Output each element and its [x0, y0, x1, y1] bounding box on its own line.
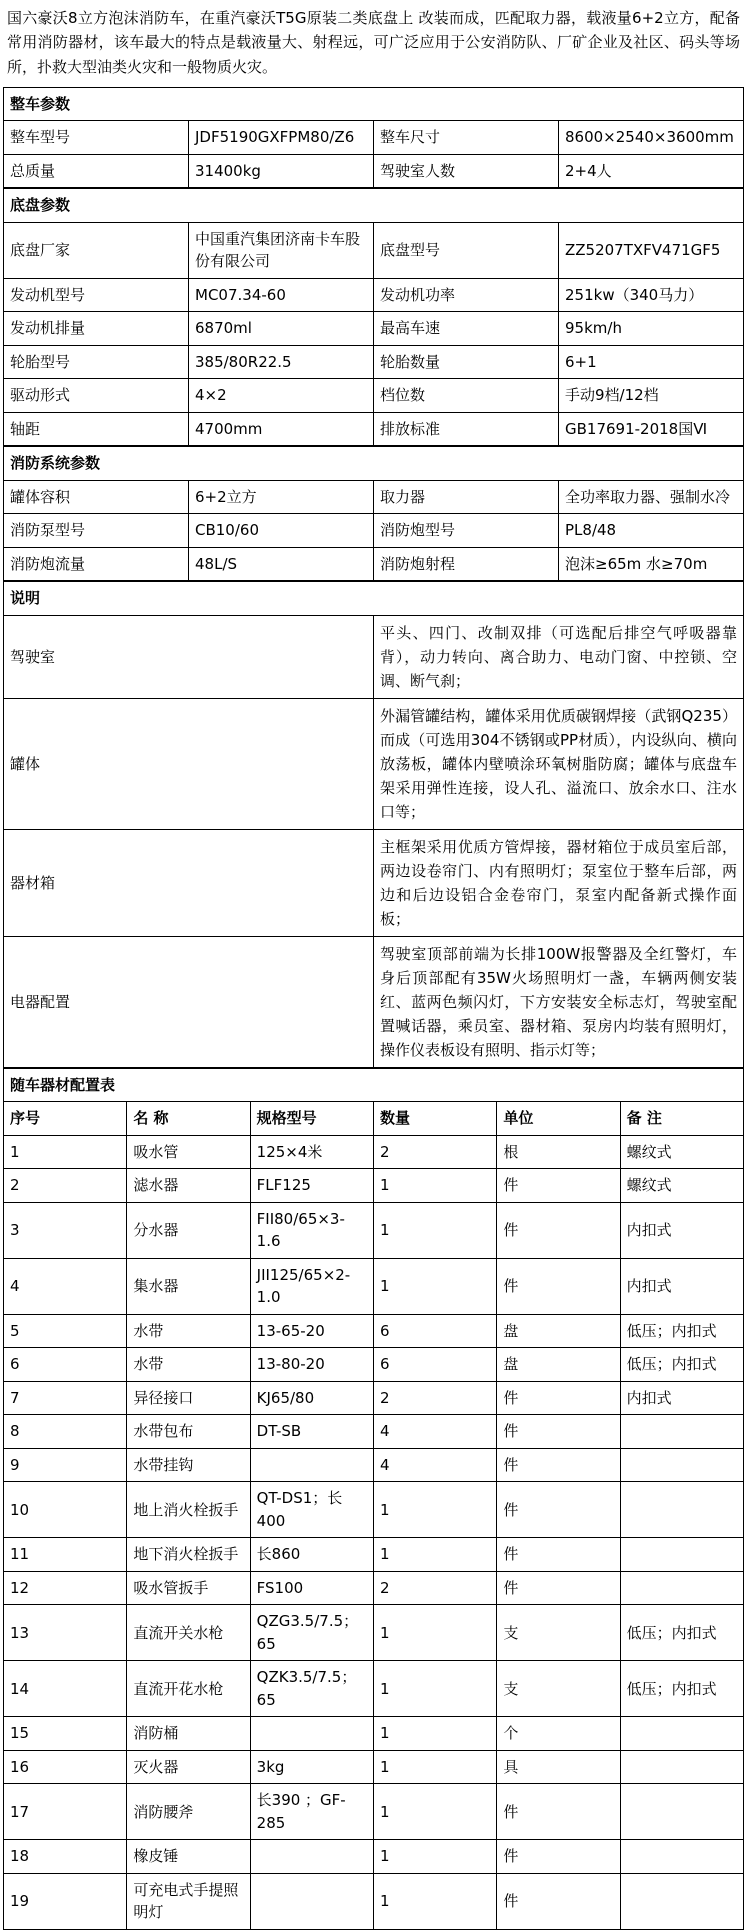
cell-seq: 13	[4, 1605, 127, 1661]
cab-description-value: 平头、四门、改制双排（可选配后排空气呼吸器靠背），动力转向、离合助力、电动门窗、中控锁、空调、断气刹；	[374, 615, 744, 698]
cell-seq: 12	[4, 1571, 127, 1605]
cell-name: 水带	[127, 1348, 250, 1382]
max-speed-value: 95km/h	[559, 312, 744, 346]
cell-quantity: 1	[373, 1661, 496, 1717]
cell-remark: 内扣式	[620, 1381, 743, 1415]
table-row	[4, 121, 744, 155]
table-row	[4, 1538, 744, 1572]
chassis-model-label: 底盘型号	[374, 222, 559, 278]
cell-name: 滤水器	[127, 1169, 250, 1203]
cell-model	[250, 1448, 373, 1482]
cell-seq: 3	[4, 1202, 127, 1258]
cell-remark	[620, 1717, 743, 1751]
cell-name: 水带	[127, 1314, 250, 1348]
cell-seq: 14	[4, 1661, 127, 1717]
table-row	[4, 278, 744, 312]
cell-model: 125×4米	[250, 1135, 373, 1169]
intro-paragraph: 国六豪沃8立方泡沫消防车，在重汽豪沃T5G原装二类底盘上 改装而成，匹配取力器，载液量6+2立方，配备常用消防器材，该车最大的特点是载液量大、射程远，可广泛应用于公安消防队、厂矿企业及社区、码头等场所，扑救大型油类火灾和一般物质火灾。	[7, 9, 740, 76]
cell-model	[250, 1873, 373, 1929]
table-row	[4, 412, 744, 446]
table-row	[4, 1717, 744, 1751]
cell-quantity: 6	[373, 1348, 496, 1382]
cell-remark: 低压；内扣式	[620, 1314, 743, 1348]
cell-unit: 根	[497, 1135, 620, 1169]
table-row	[4, 1348, 744, 1382]
cell-remark	[620, 1448, 743, 1482]
table-row	[4, 1381, 744, 1415]
tire-count-value: 6+1	[559, 345, 744, 379]
cell-remark	[620, 1873, 743, 1929]
fire-system-parameters-table	[3, 446, 744, 581]
cell-remark	[620, 1571, 743, 1605]
cell-seq: 8	[4, 1415, 127, 1449]
engine-model-value: MC07.34-60	[189, 278, 374, 312]
section-header-description	[4, 582, 744, 616]
tank-description-label: 罐体	[4, 698, 374, 829]
table-row	[4, 1415, 744, 1449]
cell-name: 直流开花水枪	[127, 1661, 250, 1717]
section-header-chassis	[4, 189, 744, 223]
vehicle-model-label: 整车型号	[4, 121, 189, 155]
chassis-maker-value: 中国重汽集团济南卡车股份有限公司	[189, 222, 374, 278]
cell-unit: 支	[497, 1605, 620, 1661]
cell-seq: 17	[4, 1784, 127, 1840]
cell-remark: 低压；内扣式	[620, 1661, 743, 1717]
drive-type-value: 4×2	[189, 379, 374, 413]
cell-model: FII80/65×3-1.6	[250, 1202, 373, 1258]
cell-unit: 件	[497, 1381, 620, 1415]
chassis-maker-label: 底盘厂家	[4, 222, 189, 278]
cell-name: 吸水管扳手	[127, 1571, 250, 1605]
tire-model-value: 385/80R22.5	[189, 345, 374, 379]
section-header-vehicle	[4, 87, 744, 121]
table-row	[4, 1784, 744, 1840]
electrical-description-value: 驾驶室顶部前端为长排100W报警器及全红警灯，车身后顶部配有35W火场照明灯一盏，车辆两侧安装红、蓝两色频闪灯，下方安装安全标志灯，驾驶室配置喊话器，乘员室、器材箱、泵房内均装有照明灯，操作仪表板设有照明、指示灯等；	[374, 936, 744, 1067]
cell-unit: 件	[497, 1169, 620, 1203]
cab-description-label: 驾驶室	[4, 615, 374, 698]
column-header-unit: 单位	[497, 1102, 620, 1136]
cell-remark	[620, 1482, 743, 1538]
drive-type-label: 驱动形式	[4, 379, 189, 413]
chassis-model-value: ZZ5207TXFV471GF5	[559, 222, 744, 278]
cell-model: 长860	[250, 1538, 373, 1572]
cell-name: 集水器	[127, 1258, 250, 1314]
cell-quantity: 1	[373, 1750, 496, 1784]
column-header-model: 规格型号	[250, 1102, 373, 1136]
table-row	[4, 829, 744, 936]
cell-unit: 件	[497, 1784, 620, 1840]
cell-remark: 内扣式	[620, 1202, 743, 1258]
cell-model: 长390 ；GF-285	[250, 1784, 373, 1840]
table-row	[4, 1202, 744, 1258]
gross-mass-label: 总质量	[4, 154, 189, 188]
cell-unit: 个	[497, 1717, 620, 1751]
section-header-equipment	[4, 1068, 744, 1102]
cell-seq: 6	[4, 1348, 127, 1382]
tank-volume-value: 6+2立方	[189, 480, 374, 514]
column-header-remark: 备 注	[620, 1102, 743, 1136]
tire-count-label: 轮胎数量	[374, 345, 559, 379]
cell-quantity: 1	[373, 1482, 496, 1538]
cell-seq: 18	[4, 1840, 127, 1874]
max-speed-label: 最高车速	[374, 312, 559, 346]
cell-model: 13-65-20	[250, 1314, 373, 1348]
cell-unit: 件	[497, 1538, 620, 1572]
cell-quantity: 1	[373, 1538, 496, 1572]
cell-remark: 内扣式	[620, 1258, 743, 1314]
vehicle-size-label: 整车尺寸	[374, 121, 559, 155]
pump-model-label: 消防泵型号	[4, 514, 189, 548]
cell-unit: 件	[497, 1571, 620, 1605]
cell-seq: 19	[4, 1873, 127, 1929]
cell-name: 水带包布	[127, 1415, 250, 1449]
cell-remark	[620, 1415, 743, 1449]
cell-model	[250, 1840, 373, 1874]
gear-count-value: 手动9档/12档	[559, 379, 744, 413]
table-row	[4, 547, 744, 581]
monitor-model-label: 消防炮型号	[374, 514, 559, 548]
table-row	[4, 222, 744, 278]
table-row	[4, 1169, 744, 1203]
cell-seq: 16	[4, 1750, 127, 1784]
cell-remark	[620, 1840, 743, 1874]
engine-power-value: 251kw（340马力）	[559, 278, 744, 312]
cell-unit: 件	[497, 1448, 620, 1482]
table-row	[4, 1135, 744, 1169]
cell-unit: 件	[497, 1482, 620, 1538]
table-row	[4, 345, 744, 379]
cell-seq: 7	[4, 1381, 127, 1415]
engine-displacement-value: 6870ml	[189, 312, 374, 346]
gross-mass-value: 31400kg	[189, 154, 374, 188]
cell-remark	[620, 1538, 743, 1572]
cell-unit: 盘	[497, 1348, 620, 1382]
gear-count-label: 档位数	[374, 379, 559, 413]
cell-seq: 4	[4, 1258, 127, 1314]
table-row	[4, 154, 744, 188]
monitor-flow-label: 消防炮流量	[4, 547, 189, 581]
cell-model: QT-DS1；长400	[250, 1482, 373, 1538]
cell-remark	[620, 1750, 743, 1784]
cell-seq: 15	[4, 1717, 127, 1751]
table-row	[4, 1873, 744, 1929]
cell-name: 消防桶	[127, 1717, 250, 1751]
cell-unit: 件	[497, 1202, 620, 1258]
cell-seq: 9	[4, 1448, 127, 1482]
cell-model: 13-80-20	[250, 1348, 373, 1382]
cell-quantity: 1	[373, 1840, 496, 1874]
cell-quantity: 4	[373, 1448, 496, 1482]
section-header-fire-system	[4, 447, 744, 481]
pto-value: 全功率取力器、强制水冷	[559, 480, 744, 514]
table-row	[4, 1605, 744, 1661]
chassis-parameters-table	[3, 188, 744, 446]
cell-name: 灭火器	[127, 1750, 250, 1784]
cell-quantity: 1	[373, 1784, 496, 1840]
cell-model: KJ65/80	[250, 1381, 373, 1415]
table-row	[4, 1258, 744, 1314]
monitor-flow-value: 48L/S	[189, 547, 374, 581]
vehicle-size-value: 8600×2540×3600mm	[559, 121, 744, 155]
cell-seq: 1	[4, 1135, 127, 1169]
table-row	[4, 698, 744, 829]
monitor-range-value: 泡沫≥65m 水≥70m	[559, 547, 744, 581]
vehicle-parameters-table	[3, 87, 744, 189]
cell-seq: 11	[4, 1538, 127, 1572]
cell-name: 可充电式手提照明灯	[127, 1873, 250, 1929]
cell-unit: 件	[497, 1415, 620, 1449]
table-row	[4, 379, 744, 413]
table-row	[4, 1840, 744, 1874]
column-header-name: 名 称	[127, 1102, 250, 1136]
cell-remark	[620, 1784, 743, 1840]
cell-unit: 盘	[497, 1314, 620, 1348]
description-table	[3, 581, 744, 1068]
equipment-list-table	[3, 1068, 744, 1930]
wheelbase-label: 轴距	[4, 412, 189, 446]
cell-quantity: 2	[373, 1571, 496, 1605]
cell-remark: 螺纹式	[620, 1169, 743, 1203]
cell-name: 异径接口	[127, 1381, 250, 1415]
cell-name: 橡皮锤	[127, 1840, 250, 1874]
engine-model-label: 发动机型号	[4, 278, 189, 312]
tire-model-label: 轮胎型号	[4, 345, 189, 379]
cell-seq: 10	[4, 1482, 127, 1538]
column-header-quantity: 数量	[373, 1102, 496, 1136]
cell-model: FLF125	[250, 1169, 373, 1203]
cell-model: QZK3.5/7.5；65	[250, 1661, 373, 1717]
section-title-description: 说明	[4, 582, 744, 616]
cell-name: 地下消火栓扳手	[127, 1538, 250, 1572]
table-row	[4, 1661, 744, 1717]
cell-model: JII125/65×2-1.0	[250, 1258, 373, 1314]
cell-quantity: 2	[373, 1135, 496, 1169]
section-title-vehicle: 整车参数	[4, 87, 744, 121]
cab-seats-label: 驾驶室人数	[374, 154, 559, 188]
cell-name: 地上消火栓扳手	[127, 1482, 250, 1538]
wheelbase-value: 4700mm	[189, 412, 374, 446]
cell-model: QZG3.5/7.5；65	[250, 1605, 373, 1661]
cell-model: FS100	[250, 1571, 373, 1605]
table-row	[4, 1571, 744, 1605]
table-row	[4, 480, 744, 514]
monitor-model-value: PL8/48	[559, 514, 744, 548]
cell-quantity: 2	[373, 1381, 496, 1415]
table-row	[4, 312, 744, 346]
cell-quantity: 4	[373, 1415, 496, 1449]
cell-quantity: 1	[373, 1202, 496, 1258]
emission-standard-label: 排放标准	[374, 412, 559, 446]
engine-displacement-label: 发动机排量	[4, 312, 189, 346]
cell-name: 分水器	[127, 1202, 250, 1258]
table-row	[4, 1750, 744, 1784]
cell-quantity: 1	[373, 1605, 496, 1661]
cell-model	[250, 1717, 373, 1751]
cell-model: 3kg	[250, 1750, 373, 1784]
cell-remark: 低压；内扣式	[620, 1348, 743, 1382]
monitor-range-label: 消防炮射程	[374, 547, 559, 581]
engine-power-label: 发动机功率	[374, 278, 559, 312]
section-title-equipment: 随车器材配置表	[4, 1068, 744, 1102]
pump-model-value: CB10/60	[189, 514, 374, 548]
cell-quantity: 1	[373, 1169, 496, 1203]
equipment-box-description-value: 主框架采用优质方管焊接，器材箱位于成员室后部，两边设卷帘门、内有照明灯；泵室位于整车后部，两边和后边设铝合金卷帘门，泵室内配备新式操作面板；	[374, 829, 744, 936]
cell-unit: 件	[497, 1258, 620, 1314]
cell-unit: 支	[497, 1661, 620, 1717]
cell-quantity: 1	[373, 1258, 496, 1314]
cell-unit: 件	[497, 1873, 620, 1929]
cell-remark: 螺纹式	[620, 1135, 743, 1169]
table-row	[4, 1314, 744, 1348]
cell-unit: 件	[497, 1840, 620, 1874]
cell-quantity: 1	[373, 1717, 496, 1751]
vehicle-model-value: JDF5190GXFPM80/Z6	[189, 121, 374, 155]
cab-seats-value: 2+4人	[559, 154, 744, 188]
cell-quantity: 6	[373, 1314, 496, 1348]
emission-standard-value: GB17691-2018国Ⅵ	[559, 412, 744, 446]
cell-seq: 5	[4, 1314, 127, 1348]
pto-label: 取力器	[374, 480, 559, 514]
electrical-description-label: 电器配置	[4, 936, 374, 1067]
cell-quantity: 1	[373, 1873, 496, 1929]
table-row	[4, 615, 744, 698]
table-row	[4, 936, 744, 1067]
cell-name: 直流开关水枪	[127, 1605, 250, 1661]
cell-seq: 2	[4, 1169, 127, 1203]
tank-volume-label: 罐体容积	[4, 480, 189, 514]
cell-unit: 具	[497, 1750, 620, 1784]
column-header-seq: 序号	[4, 1102, 127, 1136]
cell-name: 水带挂钩	[127, 1448, 250, 1482]
equipment-table-header-row	[4, 1102, 744, 1136]
table-row	[4, 1448, 744, 1482]
table-row	[4, 514, 744, 548]
equipment-box-description-label: 器材箱	[4, 829, 374, 936]
cell-model: DT-SB	[250, 1415, 373, 1449]
cell-name: 吸水管	[127, 1135, 250, 1169]
cell-name: 消防腰斧	[127, 1784, 250, 1840]
section-title-fire-system: 消防系统参数	[4, 447, 744, 481]
table-row	[4, 1482, 744, 1538]
cell-remark: 低压；内扣式	[620, 1605, 743, 1661]
section-title-chassis: 底盘参数	[4, 189, 744, 223]
tank-description-value: 外漏管罐结构，罐体采用优质碳钢焊接（武钢Q235）而成（可选用304不锈钢或PP材质），内设纵向、横向放荡板，罐体内壁喷涂环氧树脂防腐；罐体与底盘车架采用弹性连接，设人孔、溢流口、放余水口、注水口等；	[374, 698, 744, 829]
